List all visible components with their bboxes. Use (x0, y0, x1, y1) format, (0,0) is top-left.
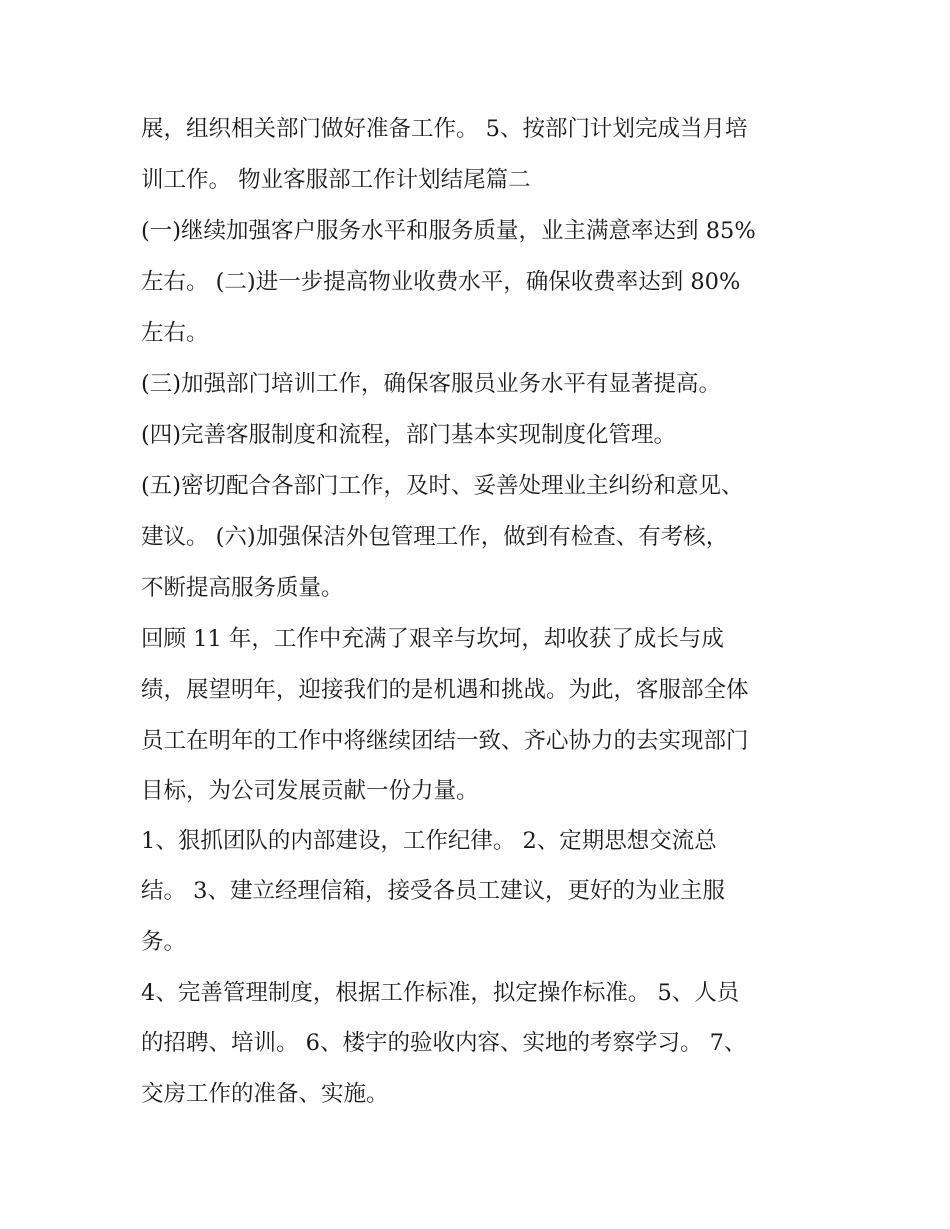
text-line: 左右。 (141, 320, 209, 346)
text-line: 回顾 11 年，工作中充满了艰辛与坎坷，却收获了成长与成 (141, 626, 724, 652)
text-line: 1、狠抓团队的内部建设，工作纪律。 2、定期思想交流总 (141, 828, 717, 854)
text-line: 结。 3、建立经理信箱，接受各员工建议，更好的为业主服 (141, 878, 725, 904)
text-line: 目标，为公司发展贡献一份力量。 (141, 778, 479, 804)
text-line: (三)加强部门培训工作，确保客服员业务水平有显著提高。 (141, 371, 722, 397)
text-line: 建议。 (六)加强保洁外包管理工作，做到有检查、有考核， (141, 524, 729, 550)
text-line: 务。 (141, 929, 187, 955)
text-line: 训工作。 物业客服部工作计划结尾篇二 (141, 167, 531, 193)
text-line: 左右。 (二)进一步提高物业收费水平，确保收费率达到 80% (141, 269, 741, 295)
text-line: 4、完善管理制度，根据工作标准，拟定操作标准。 5、人员 (141, 980, 740, 1006)
text-line: 交房工作的准备、实施。 (141, 1081, 389, 1107)
text-line: 员工在明年的工作中将继续团结一致、齐心协力的去实现部门 (141, 728, 749, 754)
text-line: 展，组织相关部门做好准备工作。 5、按部门计划完成当月培 (141, 116, 748, 142)
text-line: (一)继续加强客户服务水平和服务质量，业主满意率达到 85% (141, 218, 756, 244)
text-line: (五)密切配合各部门工作，及时、妥善处理业主纠纷和意见、 (141, 473, 744, 499)
text-line: 的招聘、培训。 6、楼宇的验收内容、实地的考察学习。 7、 (141, 1030, 747, 1056)
text-line: 绩，展望明年，迎接我们的是机遇和挑战。为此，客服部全体 (141, 677, 749, 703)
text-line: (四)完善客服制度和流程，部门基本实现制度化管理。 (141, 422, 677, 448)
text-line: 不断提高服务质量。 (141, 575, 344, 601)
